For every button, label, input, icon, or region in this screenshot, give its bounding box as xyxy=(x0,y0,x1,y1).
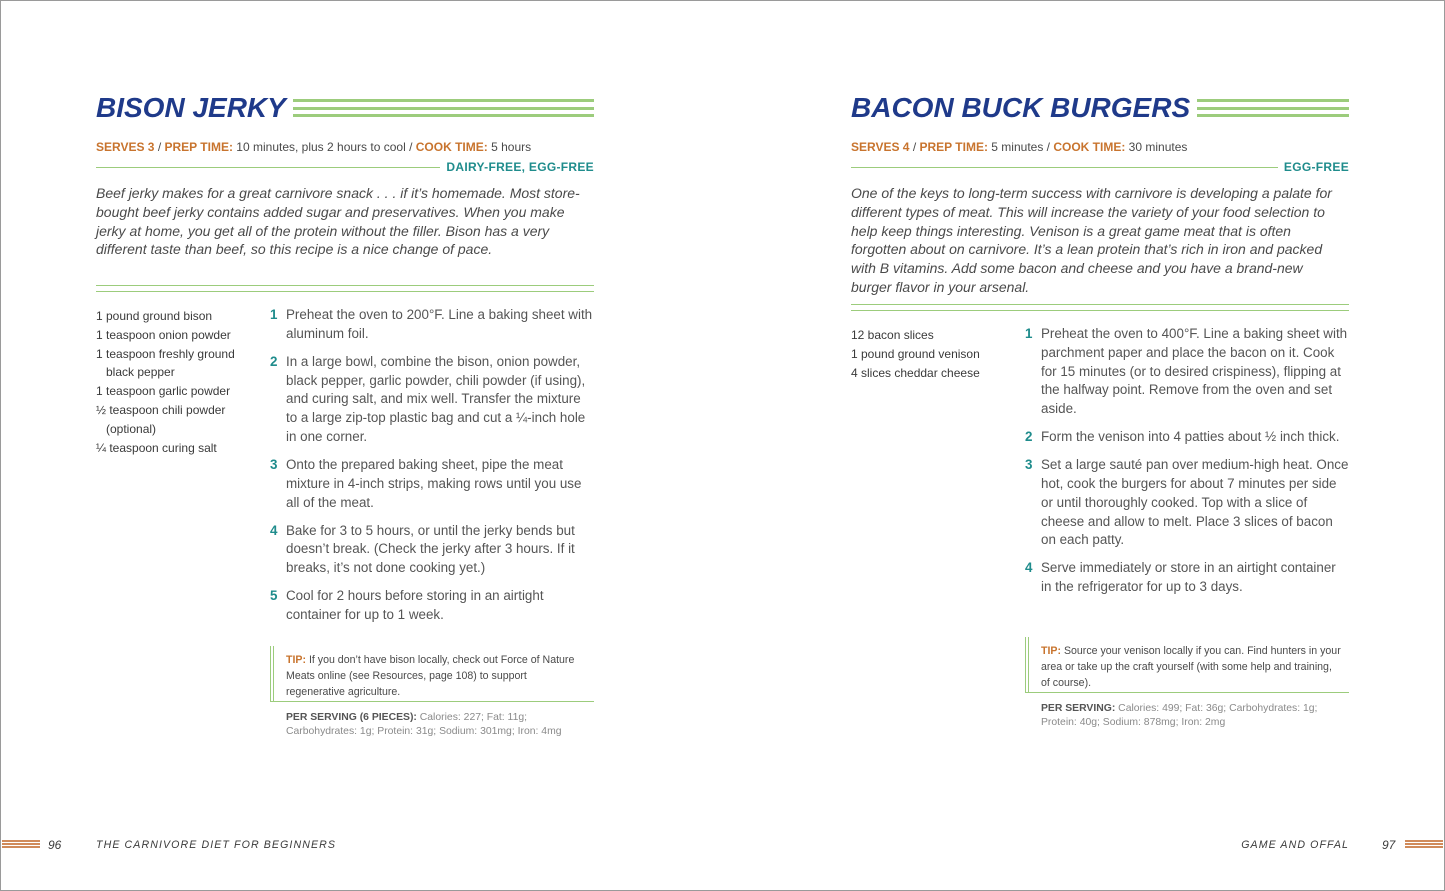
step-item xyxy=(270,522,594,578)
step-text: Preheat the oven to 400°F. Line a baking sheet with parchment paper and place the bacon on it. Cook for 15 minutes (or to desired crispiness), flipping at the halfway point. Remove from the oven and set aside. xyxy=(1041,326,1348,417)
step-number: 5 xyxy=(270,588,278,604)
divider xyxy=(96,285,594,292)
footer-decoration xyxy=(2,840,40,848)
recipe-title: BACON BUCK BURGERS xyxy=(851,92,1191,123)
step-item xyxy=(1025,428,1349,447)
recipe-title-row xyxy=(96,88,594,128)
tip-box xyxy=(1025,637,1349,693)
prep-time-value: 5 minutes xyxy=(987,140,1044,154)
per-serving-text: Calories: 499; Fat: 36g; Carbohydrates: 1g; Protein: 40g; Sodium: 878mg; Iron: 2mg xyxy=(1041,703,1318,728)
step-text: Preheat the oven to 200°F. Line a baking sheet with aluminum foil. xyxy=(286,307,593,341)
ingredient-item: 12 bacon slices xyxy=(851,328,934,342)
cook-time-value: 5 hours xyxy=(487,140,532,154)
per-serving-label: PER SERVING: xyxy=(1041,703,1116,714)
meta-separator: / xyxy=(405,140,416,154)
step-number: 4 xyxy=(1025,560,1033,576)
step-item xyxy=(270,587,594,625)
ingredient-item: 1 teaspoon freshly ground black pepper xyxy=(96,346,235,380)
ingredient-item: 1 teaspoon onion powder xyxy=(96,327,231,342)
tip-label: TIP: xyxy=(286,654,307,666)
divider xyxy=(851,304,1349,311)
cook-time-label: COOK TIME: xyxy=(1053,140,1126,154)
step-text: Serve immediately or store in an airtight container in the refrigerator for up to 3 days. xyxy=(1041,560,1336,595)
step-item xyxy=(1025,325,1349,419)
tip-text: If you don’t have bison locally, check out Force of Nature Meats online (see Resources, page 108) to support regenerative agriculture. xyxy=(286,654,575,698)
step-number: 3 xyxy=(270,456,278,472)
tip-box xyxy=(270,646,594,702)
step-number: 2 xyxy=(1025,429,1033,445)
per-serving-label: PER SERVING (6 PIECES): xyxy=(286,712,417,723)
diet-tags-row xyxy=(96,159,594,175)
recipe-title: BISON JERKY xyxy=(96,92,286,123)
divider xyxy=(96,167,440,168)
steps-list xyxy=(1025,325,1349,606)
ingredient-item: ¼ teaspoon curing salt xyxy=(96,440,217,455)
step-text: Cool for 2 hours before storing in an airtight container for up to 1 week. xyxy=(286,588,544,622)
diet-tags: DAIRY-FREE, EGG-FREE xyxy=(446,160,594,174)
diet-tags: EGG-FREE xyxy=(1283,160,1349,174)
title-decoration xyxy=(1197,99,1349,117)
step-text: Form the venison into 4 patties about ½ inch thick. xyxy=(1041,429,1340,445)
recipe-meta xyxy=(851,140,1187,154)
step-number: 3 xyxy=(1025,457,1033,473)
cook-time-value: 30 minutes xyxy=(1125,140,1188,154)
serves-label: SERVES 4 xyxy=(851,140,910,154)
recipe-intro: One of the keys to long-term success with carnivore is developing a palate for different types of meat. This will increase the variety of your food selection to help keep things interesting. Venison is a great game meat that is often forgotten about on carnivore. It’s a lean protein that’s rich in iron and packed with B vitamins. Add some bacon and cheese and you have a brand-new burger flavor in your arsenal. xyxy=(851,185,1332,295)
step-item xyxy=(1025,559,1349,597)
ingredients-list xyxy=(96,307,256,457)
ingredient-item: 1 pound ground bison xyxy=(96,309,213,323)
step-number: 4 xyxy=(270,522,278,538)
per-serving-info xyxy=(1041,702,1351,730)
recipe-title-row xyxy=(851,88,1349,128)
step-number: 1 xyxy=(1025,326,1033,341)
footer-decoration xyxy=(1405,840,1443,848)
step-text: Onto the prepared baking sheet, pipe the meat mixture in 4-inch strips, making rows until you use all of the meat. xyxy=(286,456,582,510)
title-decoration xyxy=(293,99,594,117)
ingredient-item: ½ teaspoon chili powder (optional) xyxy=(96,402,226,436)
step-item xyxy=(270,353,594,447)
cook-time-label: COOK TIME: xyxy=(415,140,488,154)
recipe-meta xyxy=(96,140,531,154)
prep-time-label: PREP TIME: xyxy=(164,140,233,154)
page-number: 96 xyxy=(48,838,62,852)
meta-separator: / xyxy=(909,140,920,154)
per-serving-info xyxy=(286,711,596,739)
meta-separator: / xyxy=(154,140,165,154)
prep-time-value: 10 minutes, plus 2 hours to cool xyxy=(232,140,406,154)
prep-time-label: PREP TIME: xyxy=(919,140,988,154)
ingredient-item: 4 slices cheddar cheese xyxy=(851,365,980,380)
step-item xyxy=(1025,456,1349,550)
right-page xyxy=(851,0,1349,891)
tip-label: TIP: xyxy=(1041,645,1062,657)
page-number: 97 xyxy=(1382,838,1396,852)
running-footer: GAME AND OFFAL xyxy=(1241,839,1349,851)
step-item xyxy=(270,456,594,512)
ingredient-item: 1 pound ground venison xyxy=(851,346,980,361)
step-item xyxy=(270,306,594,344)
per-serving-text: Calories: 227; Fat: 11g; Carbohydrates: 1g; Protein: 31g; Sodium: 301mg; Iron: 4mg xyxy=(286,712,562,737)
step-text: In a large bowl, combine the bison, onion powder, black pepper, garlic powder, chili powder (if using), and curing salt, and mix well. Transfer the mixture to a large zip-top plastic bag and cut a ¼-inch hole in one corner. xyxy=(286,353,586,444)
recipe-intro: Beef jerky makes for a great carnivore snack . . . if it’s homemade. Most store-bought beef jerky contains added sugar and preservatives. When you make jerky at home, you get all of the protein without the filler. Bison has a very different taste than beef, so this recipe is a nice change of pace. xyxy=(96,185,580,258)
step-number: 1 xyxy=(270,307,278,322)
meta-separator: / xyxy=(1043,140,1054,154)
step-text: Set a large sauté pan over medium-high heat. Once hot, cook the burgers for about 7 minutes per side or until thoroughly cooked. Top with a slice of cheese and allow to melt. Place 3 slices of bacon on each patty. xyxy=(1041,457,1349,548)
diet-tags-row xyxy=(851,159,1349,175)
step-text: Bake for 3 to 5 hours, or until the jerky bends but doesn’t break. (Check the jerky after 3 hours. If it breaks, it’s not done cooking yet.) xyxy=(286,522,575,576)
tip-text: Source your venison locally if you can. Find hunters in your area or take up the craft yourself (with some help and training, of course). xyxy=(1041,645,1341,689)
serves-label: SERVES 3 xyxy=(96,140,155,154)
running-footer: THE CARNIVORE DIET FOR BEGINNERS xyxy=(96,839,337,851)
ingredients-list xyxy=(851,326,1011,382)
ingredient-item: 1 teaspoon garlic powder xyxy=(96,384,231,399)
divider xyxy=(851,167,1278,168)
step-number: 2 xyxy=(270,353,278,369)
steps-list xyxy=(270,306,594,634)
left-page xyxy=(96,0,594,891)
